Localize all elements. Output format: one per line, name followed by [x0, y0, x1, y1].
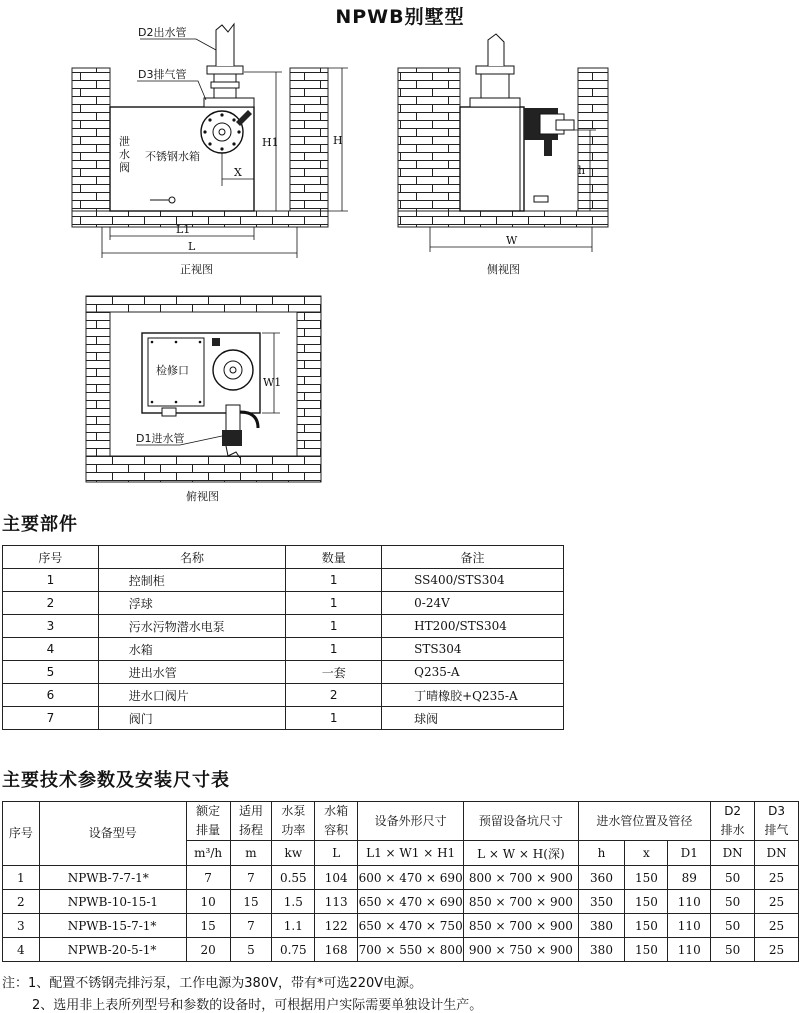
table-row: 2 NPWB-10-15-1 10 15 1.5 113 650 × 470 × 690 850 × 700 × 900 350 150 110 50 25 — [3, 890, 799, 914]
header-d3: D3 排气 — [755, 802, 799, 841]
side-view — [398, 34, 608, 276]
top-view — [86, 296, 321, 503]
specs-heading: 主要技术参数及安装尺寸表 — [2, 770, 230, 791]
header-no: 序号 — [3, 546, 99, 569]
header-dimensions: 设备外形尺寸 — [358, 802, 464, 841]
dim-l: L — [188, 240, 196, 253]
table-row: 5 进出水管 一套 Q235-A — [3, 661, 564, 684]
note-2: 2、选用非上表所列型号和参数的设备时，可根据用户实际需要单独设计生产。 — [32, 998, 483, 1013]
specs-table — [2, 801, 799, 962]
header-name: 名称 — [98, 546, 286, 569]
header-qty: 数量 — [286, 546, 382, 569]
label-hatch: 检修口 — [156, 364, 189, 377]
header-d2: D2 排水 — [711, 802, 755, 841]
label-d2-outlet: D2出水管 — [138, 26, 187, 39]
parts-heading: 主要部件 — [2, 514, 78, 535]
header-model: 设备型号 — [39, 802, 186, 866]
label-tank: 不锈钢水箱 — [145, 150, 200, 163]
label-drain-3: 阀 — [119, 161, 130, 174]
parts-header-row — [3, 546, 564, 569]
dim-h: H — [333, 134, 343, 147]
table-row: 4 水箱 1 STS304 — [3, 638, 564, 661]
label-drain-1: 泄 — [119, 135, 130, 148]
dim-l1: L1 — [176, 223, 191, 236]
header-flow: 额定 排量 — [186, 802, 230, 841]
units-row: m³/h m kw L L1 × W1 × H1 L × W × H(深) h x D1 DN DN — [3, 841, 799, 866]
caption-front-view: 正视图 — [180, 263, 213, 276]
header-pit: 预留设备坑尺寸 — [464, 802, 578, 841]
table-row: 6 进水口阀片 2 丁晴橡胶+Q235-A — [3, 684, 564, 707]
table-row: 1 控制柜 1 SS400/STS304 — [3, 569, 564, 592]
dim-h1: H1 — [262, 136, 279, 149]
dim-x: X — [234, 166, 242, 179]
dim-side-h: h — [578, 164, 586, 177]
table-row: 2 浮球 1 0-24V — [3, 592, 564, 615]
table-row: 3 污水污物潜水电泵 1 HT200/STS304 — [3, 615, 564, 638]
page-title: NPWB别墅型 — [335, 6, 465, 28]
header-remark: 备注 — [382, 546, 564, 569]
header-inlet: 进水管位置及管径 — [578, 802, 711, 841]
front-view — [72, 24, 348, 276]
note-1: 注：1、配置不锈钢壳排污泵，工作电源为380V，带有*可选220V电源。 — [2, 976, 423, 991]
dim-w1: W1 — [263, 376, 282, 389]
parts-table — [2, 545, 564, 730]
header-volume: 水箱 容积 — [315, 802, 358, 841]
header-power: 水泵 功率 — [272, 802, 315, 841]
caption-side-view: 侧视图 — [487, 263, 520, 276]
dim-w: W — [506, 234, 518, 247]
specs-header-row — [3, 802, 799, 841]
label-d1-inlet: D1进水管 — [136, 432, 185, 445]
table-row: 4 NPWB-20-5-1* 20 5 0.75 168 700 × 550 × 800 900 × 750 × 900 380 150 110 50 25 — [3, 938, 799, 962]
header-head: 适用 扬程 — [230, 802, 272, 841]
table-row: 7 阀门 1 球阀 — [3, 707, 564, 730]
table-row: 3 NPWB-15-7-1* 15 7 1.1 122 650 × 470 × 750 850 × 700 × 900 380 150 110 50 25 — [3, 914, 799, 938]
table-row: 1 NPWB-7-7-1* 7 7 0.55 104 600 × 470 × 690 800 × 700 × 900 360 150 89 50 25 — [3, 866, 799, 890]
label-d3-vent: D3排气管 — [138, 68, 187, 81]
caption-top-view: 俯视图 — [186, 490, 219, 503]
header-no: 序号 — [3, 802, 40, 866]
label-drain-2: 水 — [119, 148, 130, 161]
